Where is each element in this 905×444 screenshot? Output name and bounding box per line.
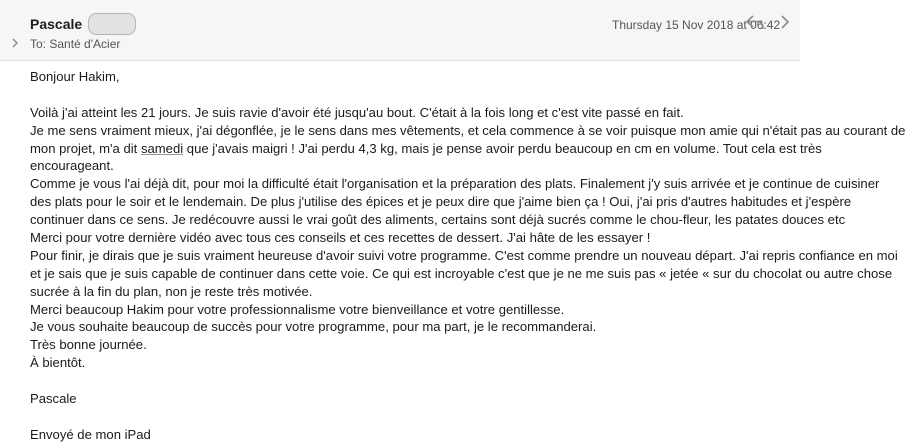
signature: Pascale <box>30 391 77 407</box>
reply-icon[interactable] <box>744 12 766 32</box>
spacer <box>30 86 770 104</box>
body-line <box>30 140 822 158</box>
body-line: Merci pour votre dernière vidéo avec tous ces conseils et ces recettes de dessert. J'ai hâte de les essayer ! <box>30 230 651 246</box>
body-line: Je me sens vraiment mieux, j'ai dégonflée, je le sens dans mes vêtements, et cela commence à se voir puisque mon amie qui n'était pas au courant de <box>30 122 905 138</box>
body-line: des plats pour le soir et le lendemain. De plus j'utilise des épices et je peux dire que j'aime bien ça ! Oui, j'ai pris d'autres habitudes et j'espère <box>30 194 852 210</box>
recipient-line <box>30 37 120 51</box>
body-line: Pour finir, je dirais que je suis vraiment heureuse d'avoir suivi votre programme. C'est comme prendre un nouveau départ. J'ai repris confiance en moi <box>30 247 898 263</box>
body-text: mon projet, m'a dit <box>30 140 141 156</box>
body-line: sucrée à la fin du plan, non je reste très motivée. <box>30 283 313 299</box>
message-header <box>0 0 800 61</box>
disclosure-chevron-icon[interactable] <box>10 36 20 48</box>
spacer <box>30 372 770 390</box>
sender-name[interactable]: Pascale <box>30 16 83 32</box>
body-line: encourageant. <box>30 158 114 174</box>
body-line: Voilà j'ai atteint les 21 jours. Je suis ravie d'avoir été jusqu'au bout. C'était à la fois long et c'est vite passé en fait. <box>30 104 684 120</box>
recipient-name[interactable]: Santé d'Acier <box>49 37 121 51</box>
body-text: que j'avais maigri ! J'ai perdu 4,3 kg, mais je pense avoir perdu beaucoup en cm en volume. Tout cela est très <box>183 140 822 156</box>
body-line: Merci beaucoup Hakim pour votre professionnalisme votre bienveillance et votre gentillesse. <box>30 301 565 317</box>
date-link[interactable]: samedi <box>140 140 184 156</box>
body-line: Très bonne journée. <box>30 337 147 353</box>
body-line: Comme je vous l'ai déjà dit, pour moi la difficulté était l'organisation et la préparation des plats. Finalement j'y suis arrivée et je continue de cuisiner <box>30 176 880 192</box>
body-line: continuer dans ce sens. Je redécouvre aussi le vrai goût des aliments, certains sont déjà sucrés comme le chou-fleur, les patates douces etc <box>30 212 846 228</box>
body-line: et je sais que je suis capable de continuer dans cette voie. Ce qui est incroyable c'est que je ne me suis pas « jetée « sur du chocolat ou autre chose <box>30 265 893 281</box>
body-line: À bientôt. <box>30 355 86 371</box>
body-line: Je vous souhaite beaucoup de succès pour votre programme, pour ma part, je le recommanderai. <box>30 319 597 335</box>
message-body <box>30 68 905 444</box>
to-label: To: <box>30 37 47 51</box>
greeting: Bonjour Hakim, <box>30 69 120 84</box>
redacted-sender-address <box>88 13 136 35</box>
message-date: Thursday 15 Nov 2018 at 06:42 <box>612 18 781 32</box>
chevron-right-icon[interactable] <box>779 12 791 32</box>
spacer <box>30 408 770 426</box>
sent-from-footer: Envoyé de mon iPad <box>30 426 151 442</box>
